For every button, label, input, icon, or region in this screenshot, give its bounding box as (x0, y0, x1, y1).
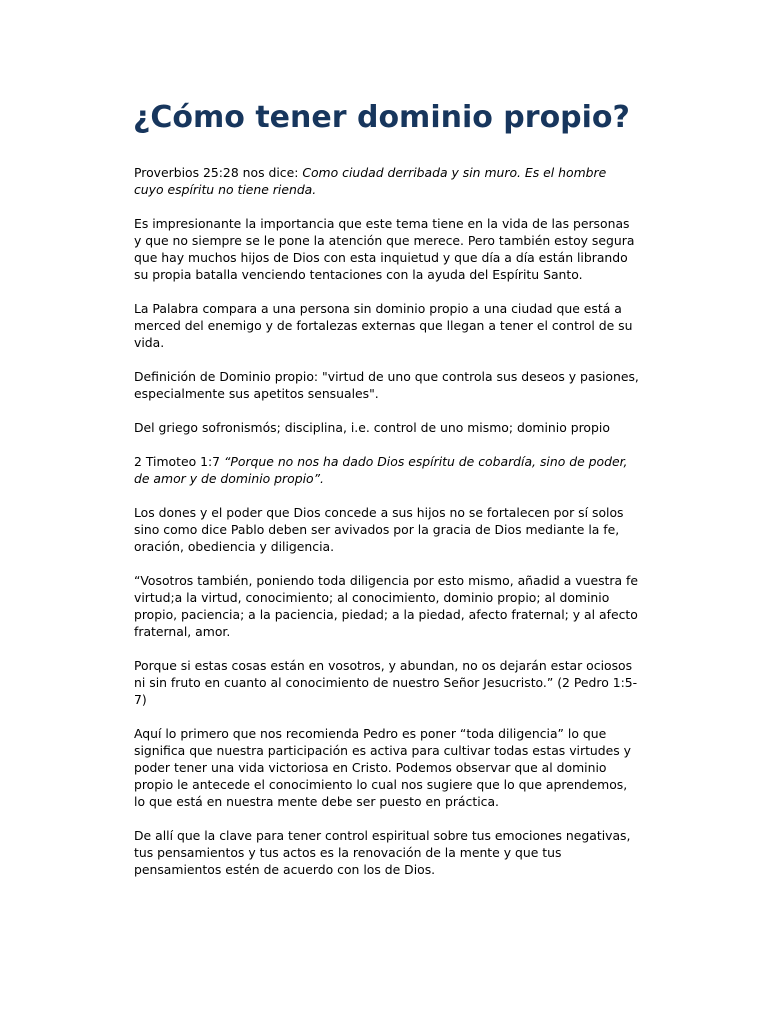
paragraph-clave: De allí que la clave para tener control espiritual sobre tus emociones negativas, tus pensamientos y tus actos es la renovación de la mente y que tus pensamientos estén de acuerdo con los de Dios. (134, 828, 631, 877)
paragraph-vosotros: “Vosotros también, poniendo toda diligencia por esto mismo, añadid a vuestra fe virtud;a la virtud, conocimiento; al conocimiento, dominio propio; al dominio propio, paciencia; a la paciencia, piedad; a la piedad, afecto fraternal; y al afecto fraternal, amor. (134, 573, 638, 639)
citation-intro: 2 Timoteo 1:7 (134, 454, 224, 469)
paragraph-proverbios (134, 164, 639, 198)
paragraph-porque: Porque si estas cosas están en vosotros, y abundan, no os dejarán estar ociosos ni sin fruto en cuanto al conocimiento de nuestro Señor Jesucristo.” (2 Pedro 1:5-7) (134, 658, 638, 707)
paragraph-palabra: La Palabra compara a una persona sin dominio propio a una ciudad que está a merced del enemigo y de fortalezas externas que llegan a tener el control de su vida. (134, 301, 633, 350)
citation-intro: Proverbios 25:28 nos dice: (134, 165, 303, 180)
paragraph-timoteo (134, 453, 639, 487)
paragraph-griego: Del griego sofronismós; disciplina, i.e. control de uno mismo; dominio propio (134, 420, 610, 435)
paragraph-dones: Los dones y el poder que Dios concede a sus hijos no se fortalecen por sí solos sino como dice Pablo deben ser avivados por la gracia de Dios mediante la fe, oración, obediencia y diligencia. (134, 505, 624, 554)
scripture-quote: Como ciudad derribada y sin muro. Es el hombre cuyo espíritu no tiene rienda. (134, 165, 607, 197)
article-body (134, 164, 639, 878)
paragraph-definicion: Definición de Dominio propio: "virtud de uno que controla sus deseos y pasiones, especialmente sus apetitos sensuales". (134, 369, 639, 401)
scripture-quote: “Porque no nos ha dado Dios espíritu de cobardía, sino de poder, de amor y de dominio propio”. (134, 454, 628, 486)
paragraph-importancia: Es impresionante la importancia que este tema tiene en la vida de las personas y que no siempre se le pone la atención que merece. Pero también estoy segura que hay muchos hijos de Dios con esta inquietud y que día a día están librando su propia batalla venciendo tentaciones con la ayuda del Espíritu Santo. (134, 216, 635, 282)
page-title: ¿Cómo tener dominio propio? (133, 100, 630, 135)
paragraph-pedro: Aquí lo primero que nos recomienda Pedro es poner “toda diligencia” lo que significa que nuestra participación es activa para cultivar todas estas virtudes y poder tener una vida victoriosa en Cristo. Podemos observar que al dominio propio le antecede el conocimiento lo cual nos sugiere que lo que aprendemos, lo que está en nuestra mente debe ser puesto en práctica. (134, 726, 631, 809)
